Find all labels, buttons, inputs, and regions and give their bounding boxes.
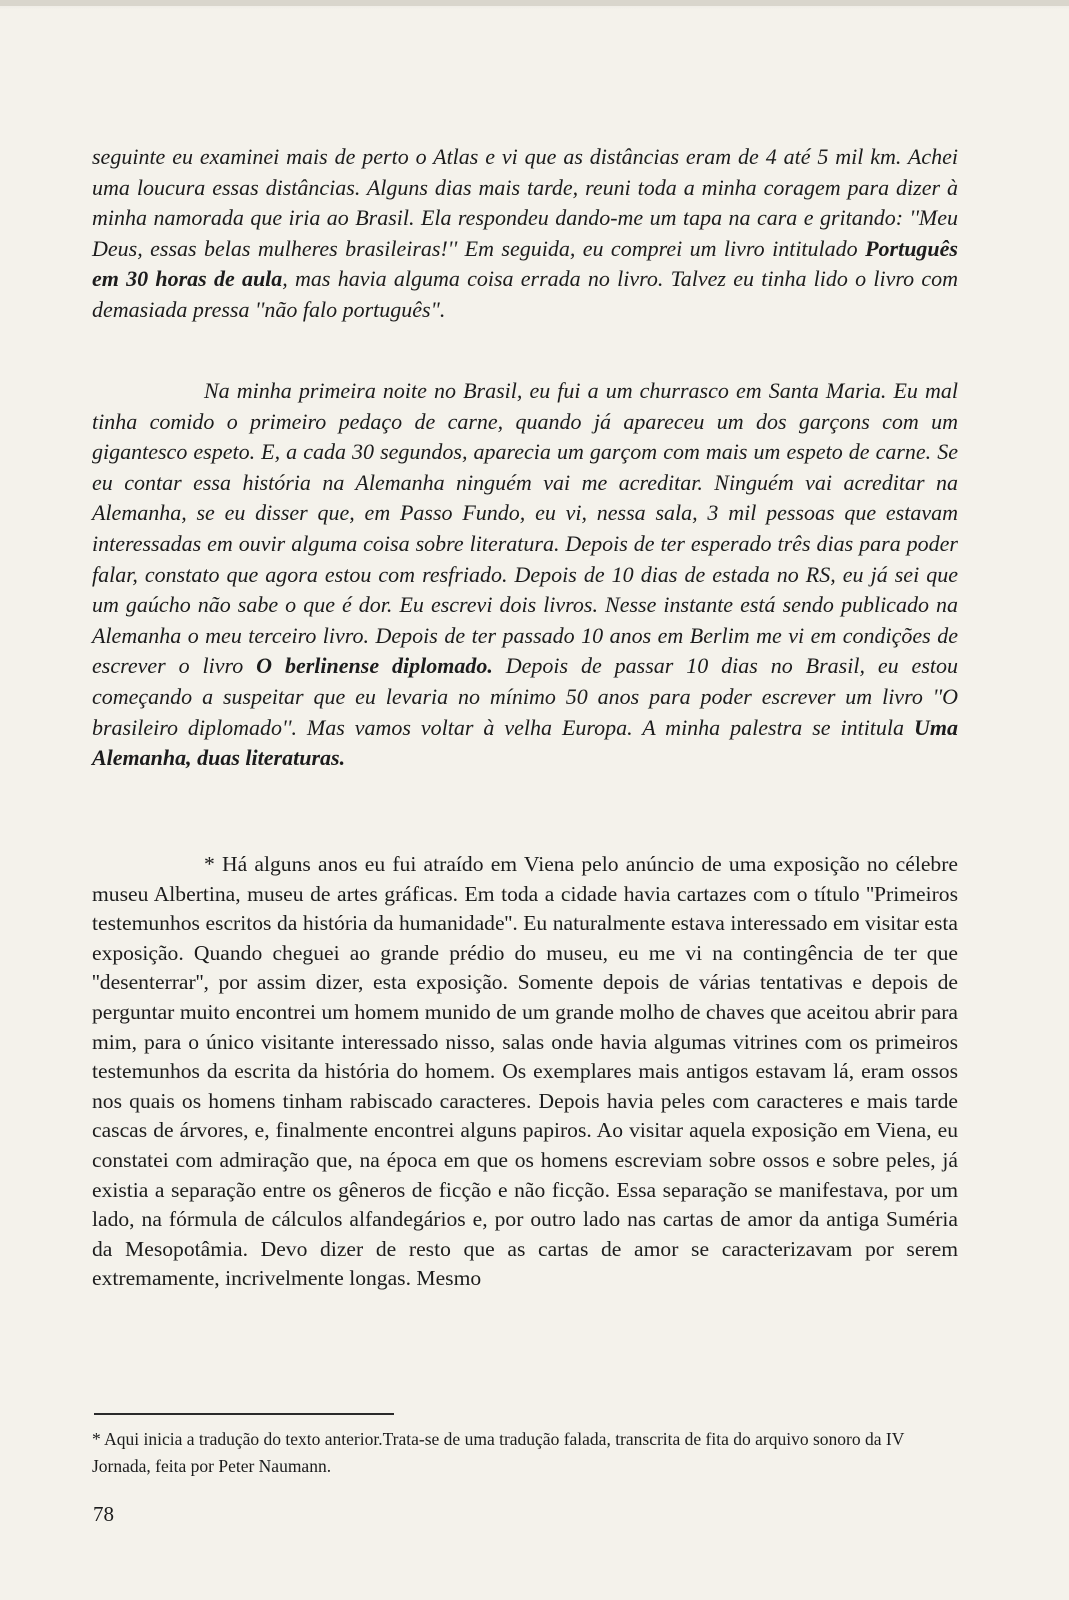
- lecture-title: Uma Alemanha, duas literaturas.: [92, 714, 958, 771]
- paragraph2-text-a: Na minha primeira noite no Brasil, eu fui a um churrasco em Santa Maria. Eu mal tinha comido o primeiro pedaço de carne, quando já apareceu um dos garçons com um gigantesco espeto. E, a cada 30 segundos, aparecia um garçom com mais um espeto de carne. Se eu contar essa história na Alemanha ninguém vai me acreditar. Ninguém vai acreditar na Alemanha, se eu disser que, em Passo Fundo, eu vi, nessa sala, 3 mil pessoas que estavam interessadas em ouvir alguma coisa sobre literatura. Depois de ter esperado três dias para poder falar, constato que agora estou com resfriado. Depois de 10 dias de estada no RS, eu já sei que um gaúcho não sabe o que é dor. Eu escrevi dois livros. Nesse instante está sendo publicado na Alemanha o meu terceiro livro. Depois de ter passado 10 anos em Berlim me vi em condições de escrever o livro: [92, 378, 958, 679]
- paragraph1-text-b: , mas havia alguma coisa errada no livro. Talvez eu tinha lido o livro com demasiada pressa ''não falo português".: [92, 266, 958, 322]
- paragraph1-text-a: seguinte eu examinei mais de perto o Atlas e vi que as distâncias eram de 4 até 5 mil km. Achei uma loucura essas distâncias. Alguns dias mais tarde, reuni toda a minha coragem para dizer à minha namorada que iria ao Brasil. Ela respondeu dando-me um tapa na cara e gritando: ''Meu Deus, essas belas mulheres brasileiras!'' Em seguida, eu comprei um livro intitulado: [92, 144, 958, 261]
- paragraph2-text-b: Depois de passar 10 dias no Brasil, eu estou começando a suspeitar que eu levaria no mínimo 50 anos para poder escrever um livro ''O brasileiro diplomado''. Mas vamos voltar à velha Europa. A minha palestra se intitula: [92, 653, 958, 740]
- footnote-separator: [94, 1413, 394, 1415]
- book-title-portugues: Português em 30 horas de aula: [92, 235, 958, 292]
- paragraph-continuation: [92, 142, 958, 326]
- paragraph-vienna-exhibition: * Há alguns anos eu fui atraído em Viena pelo anúncio de uma exposição no célebre museu Albertina, museu de artes gráficas. Em toda a cidade havia cartazes com o título ''Primeiros testemunhos escritos da história da humanidade''. Eu naturalmente estava interessado em visitar esta exposição. Quando cheguei ao grande prédio do museu, eu me vi na contingência de ter que ''desenterrar'', por assim dizer, esta exposição. Somente depois de várias tentativas e depois de perguntar muito encontrei um homem munido de um grande molho de chaves que aceitou abrir para mim, para o único visitante interessado nisso, salas onde havia algumas vitrines com os primeiros testemunhos da escrita da história do homem. Os exemplares mais antigos estavam lá, eram ossos nos quais os homens tinham rabiscado caracteres. Depois havia peles com caracteres e mais tarde cascas de árvores, e, finalmente encontrei alguns papiros. Ao visitar aquela exposição em Viena, eu constatei com admiração que, na época em que os homens escreviam sobre ossos e sobre peles, já existia a separação entre os gêneros de ficção e não ficção. Essa separação se manifestava, por um lado, na fórmula de cálculos alfandegários e, por outro lado nas cartas de amor da antiga Suméria da Mesopotâmia. Devo dizer de resto que as cartas de amor se caracterizavam por serem extremamente, incrivelmente longas. Mesmo: [92, 852, 958, 1291]
- page-top-edge: [0, 0, 1069, 6]
- book-title-berlinense: O berlinense diplomado.: [256, 653, 493, 679]
- paragraph-churrasco: [92, 376, 958, 774]
- page-number: 78: [93, 1502, 114, 1526]
- footnote: * Aqui inicia a tradução do texto anterior.Trata-se de uma tradução falada, transcrita de fita do arquivo sonoro da IV Jornada, feita por Peter Naumann.: [92, 1429, 905, 1476]
